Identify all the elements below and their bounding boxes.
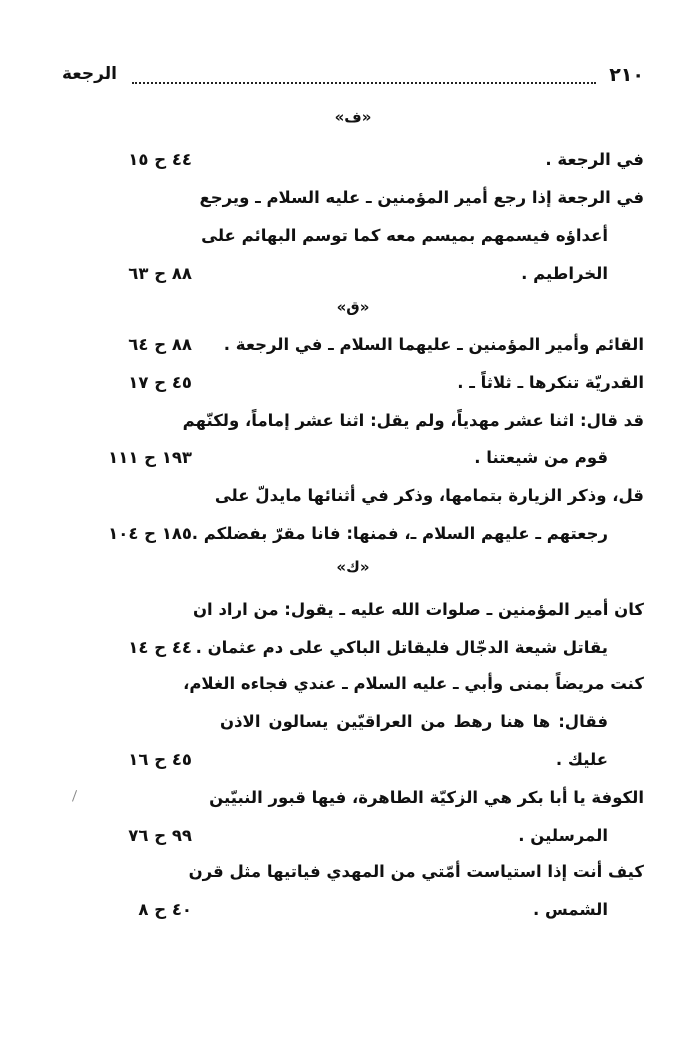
entry-line: الخراطيم . [521,264,608,283]
entry-line: أعداؤه فيسمهم بميسم معه كما توسم البهائم على [201,226,608,245]
entry-line: المرسلين . [518,826,608,845]
stray-pen-mark [72,790,78,802]
entry-line: عليك . [555,750,608,769]
entry-line: كنت مريضاً بمنى وأبي ـ عليه السلام ـ عندي فجاءه الغلام، [183,674,644,693]
page-header [62,62,644,92]
entry-reference: ٤٥ ح ١٦ [128,750,192,769]
entry-line: القائم وأمير المؤمنين ـ عليهما السلام ـ في الرجعة . [223,335,644,354]
entry-line: الشمس . [532,900,608,919]
header-dotted-leader [132,82,596,84]
entry-line: في الرجعة إذا رجع أمير المؤمنين ـ عليه السلام ـ ويرجع [199,188,644,207]
entry-reference: ٤٥ ح ١٧ [128,373,192,392]
entry-line: كيف أنت إذا استياست أمّتي من المهدي فياتيها مثل قرن [188,862,644,881]
entry-line: قد قال: اثنا عشر مهدياً، ولم يقل: اثنا عشر إماماً، ولكنّهم [182,411,644,430]
entry-line: فقال: ها هنا رهط من العراقيّين يسالون الاذن [220,712,608,731]
entry-reference: ١٨٥ ح ١٠٤ [108,524,192,543]
entry-reference: ٨٨ ح ٦٣ [128,264,192,283]
entry-line: في الرجعة . [545,150,644,169]
entry-reference: ٤٤ ح ١٤ [128,638,192,657]
entry-line: قوم من شيعتنا . [474,448,608,467]
section-letter-fa: «ف» [334,108,372,126]
entry-reference: ٤٠ ح ٨ [138,900,192,919]
entry-line: رجعتهم ـ عليهم السلام ـ، فمنها: فانا مقرّ بفضلكم . [191,524,608,543]
section-letter-qaf: «ق» [336,298,370,316]
entry-reference: ١٩٣ ح ١١١ [108,448,192,467]
page-number: ٢١٠ [609,64,644,86]
entry-line: يقاتل شيعة الدجّال فليقاتل الباكي على دم عثمان . [195,638,608,657]
running-title: الرجعة [62,64,117,84]
entry-reference: ٩٩ ح ٧٦ [128,826,192,845]
entry-reference: ٤٤ ح ١٥ [128,150,192,169]
entry-line: القدريّة تنكرها ـ ثلاثاً ـ . [457,373,644,392]
section-letter-kaf: «ك» [336,558,370,576]
entry-line: كان أمير المؤمنين ـ صلوات الله عليه ـ يقول: من اراد ان [192,600,644,619]
entry-line: الكوفة يا أبا بكر هي الزكيّة الطاهرة، فيها قبور النبيّين [209,788,644,807]
entry-line: قل، وذكر الزيارة بتمامها، وذكر في أثنائها مايدلّ على [214,486,644,505]
entry-reference: ٨٨ ح ٦٤ [128,335,192,354]
